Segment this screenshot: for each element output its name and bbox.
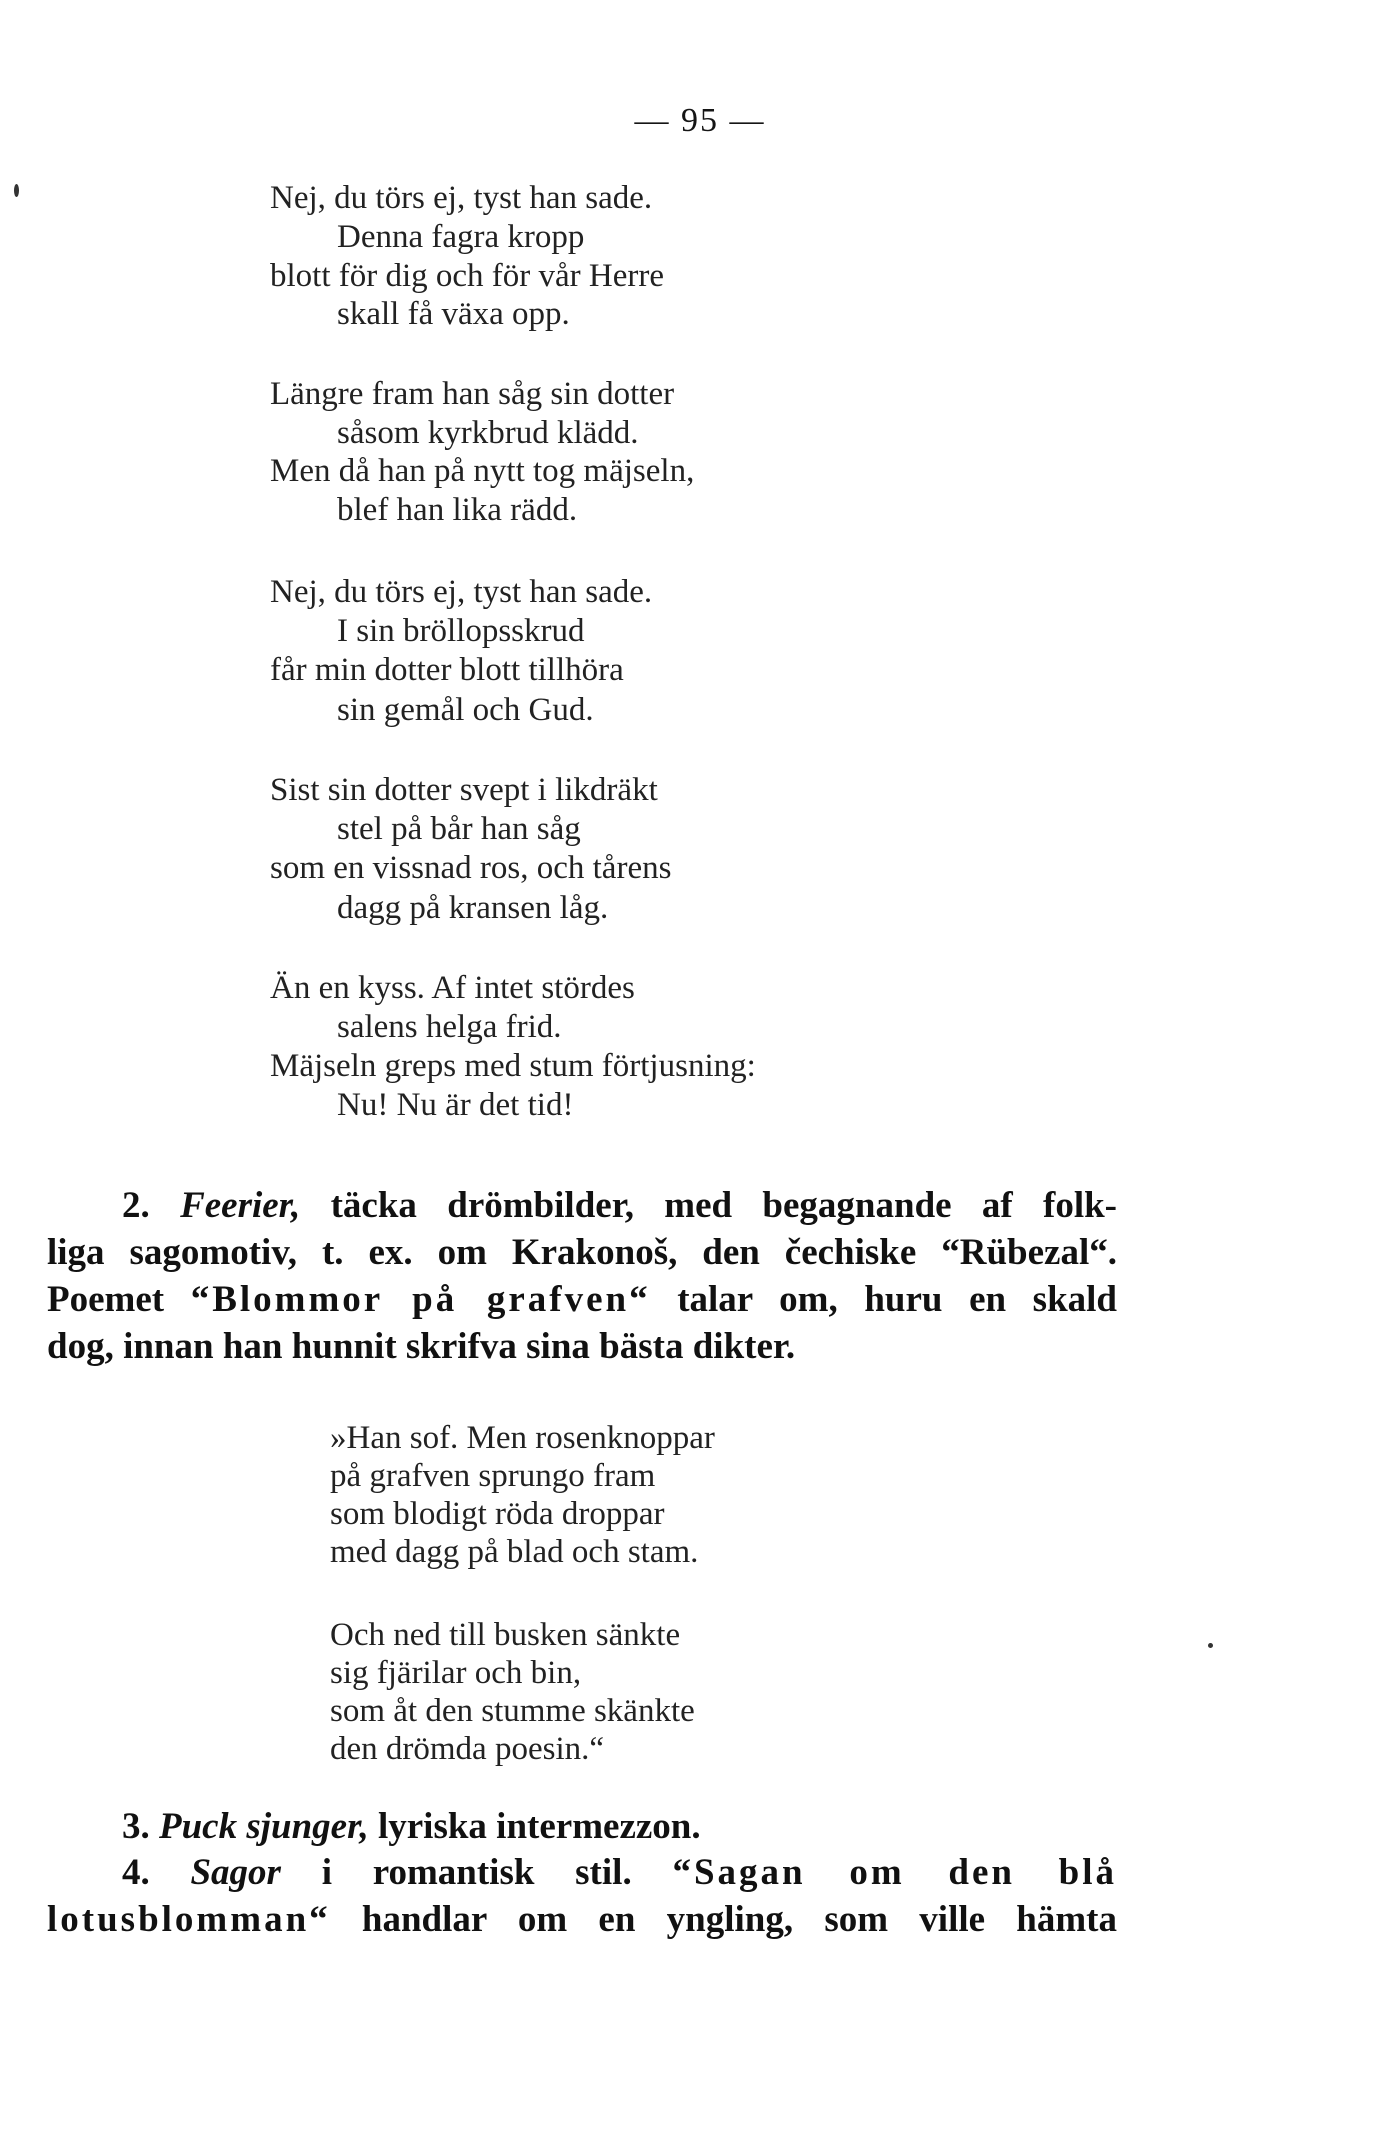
poem-line: dagg på kransen låg.: [337, 890, 609, 926]
poem-line: Nu! Nu är det tid!: [337, 1087, 574, 1123]
item-title: Puck sjunger,: [159, 1806, 369, 1847]
poem-title: “Blommor på grafven“: [190, 1279, 651, 1320]
item-number: 3.: [122, 1806, 150, 1847]
item-text: talar om, huru en skald: [650, 1279, 1118, 1320]
poem-line: som blodigt röda droppar: [330, 1496, 665, 1532]
scan-speck: [1208, 1643, 1213, 1648]
item-title: Sagor: [190, 1852, 281, 1893]
poem-line: Nej, du törs ej, tyst han sade.: [270, 180, 653, 216]
item-text: täcka drömbilder, med begagnande af folk-: [330, 1185, 1118, 1226]
item-2-line-3: [47, 1276, 1117, 1323]
item-text: liga sagomotiv, t. ex. om Krakonoš, den čechiske “Rübezal“.: [47, 1232, 1117, 1273]
story-title: lotusblomman“: [47, 1899, 331, 1940]
item-4-line-1: [47, 1849, 1117, 1896]
poem-line: salens helga frid.: [337, 1009, 562, 1045]
poem-line: sig fjärilar och bin,: [330, 1655, 582, 1691]
poem-line: som en vissnad ros, och tårens: [270, 850, 672, 886]
item-number: 4.: [122, 1852, 150, 1893]
poem-line: på grafven sprungo fram: [330, 1458, 656, 1494]
item-text: handlar om en yngling, som ville hämta: [361, 1899, 1117, 1940]
poem-line: stel på bår han såg: [337, 811, 581, 847]
item-text: dog, innan han hunnit skrifva sina bästa dikter.: [47, 1326, 796, 1367]
item-2-paragraph: [47, 1182, 1117, 1370]
item-4-line-2: [47, 1896, 1117, 1943]
poem-line: Och ned till busken sänkte: [330, 1617, 681, 1653]
poem-line: blott för dig och för vår Herre: [270, 258, 665, 294]
item-title: Feerier,: [180, 1185, 301, 1226]
poem-line: Men då han på nytt tog mäjseln,: [270, 453, 695, 489]
item-text: lyriska intermezzon.: [377, 1806, 701, 1847]
poem-line: Nej, du törs ej, tyst han sade.: [270, 574, 653, 610]
poem-line: Mäjseln greps med stum förtjusning:: [270, 1048, 756, 1084]
poem-line: såsom kyrkbrud klädd.: [337, 415, 639, 451]
item-2-line-2: [47, 1229, 1117, 1276]
poem-line: blef han lika rädd.: [337, 492, 578, 528]
poem-line: som åt den stumme skänkte: [330, 1693, 695, 1729]
item-2-line-1: [47, 1182, 1117, 1229]
poem-line: Längre fram han såg sin dotter: [270, 376, 675, 412]
poem-line: får min dotter blott tillhöra: [270, 652, 624, 688]
poem-line: Sist sin dotter svept i likdräkt: [270, 772, 658, 808]
poem-line: I sin bröllopsskrud: [337, 613, 585, 649]
page-number: — 95 —: [634, 102, 766, 139]
item-text: Poemet: [47, 1279, 191, 1320]
item-number: 2.: [122, 1185, 150, 1226]
story-title: “Sagan om den blå: [672, 1852, 1118, 1893]
item-text: i romantisk stil.: [321, 1852, 632, 1893]
poem-line: den drömda poesin.“: [330, 1731, 605, 1767]
item-3-line: [47, 1803, 1117, 1850]
poem-line: sin gemål och Gud.: [337, 692, 594, 728]
scan-speck: [14, 184, 19, 197]
poem-line: Än en kyss. Af intet stördes: [270, 970, 635, 1006]
item-3-paragraph: [47, 1803, 1117, 1850]
poem-line: med dagg på blad och stam.: [330, 1534, 699, 1570]
poem-line: Denna fagra kropp: [337, 219, 585, 255]
poem-line: »Han sof. Men rosenknoppar: [330, 1420, 715, 1456]
item-4-paragraph: [47, 1849, 1117, 1943]
item-2-line-4: [47, 1323, 1117, 1370]
poem-line: skall få växa opp.: [337, 296, 570, 332]
